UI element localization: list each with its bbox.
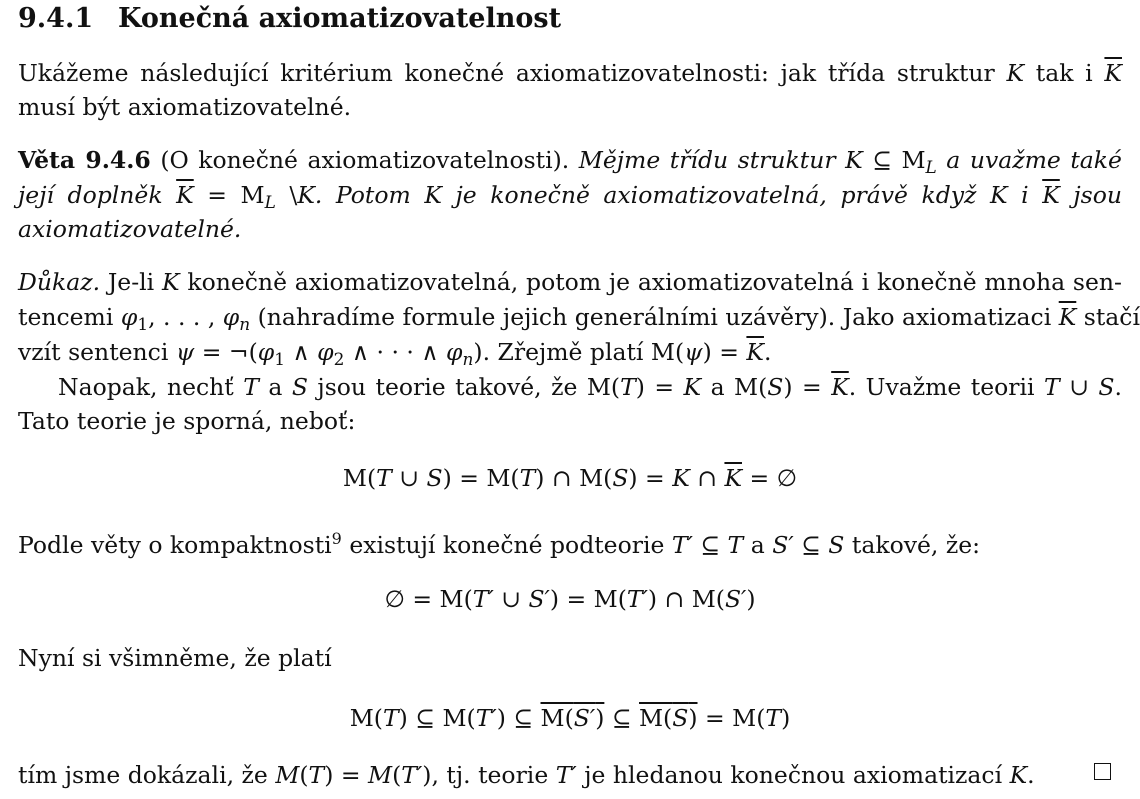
proof-line-3: vzít sentenci $\psi = \neg(\varphi_1$ ∧ $\varphi_2$ ∧ · · · ∧ $\varphi_n$). Zřejmě platí $M(\psi) = \overline{K}$. xyxy=(18,338,772,370)
proof-text-2b: (nahradíme formule jejich generálními uzávěry). Jako axiomatizaci xyxy=(257,303,1052,331)
proof-line-1: Důkaz. Je-li K konečně axiomatizovatelná, potom je axiomatizovatelná i konečně mnoha sen- xyxy=(18,268,1122,296)
proof-text-8b: , tj. teorie xyxy=(431,761,549,789)
proof-label: Důkaz. xyxy=(18,268,101,296)
proof-line-4: Naopak, nechť T a S jsou teorie takové, že M(T) = K a $M(S) = \overline{K}$. Uvažme teorii T ∪ S. xyxy=(58,373,1122,401)
proof-text-3a: vzít sentenci xyxy=(18,338,169,366)
theorem-text-8: axiomatizovatelné. xyxy=(18,215,242,243)
proof-text-4b: a xyxy=(268,373,283,401)
proof-text-2a: tencemi xyxy=(18,303,114,331)
proof-text-5: Tato teorie je sporná, neboť: xyxy=(18,407,356,435)
proof-text-4d: a xyxy=(710,373,725,401)
theorem-line-3 xyxy=(18,214,241,244)
proof-text-4c: jsou teorie takové, že xyxy=(317,373,578,401)
theorem-text-1: Mějme třídu struktur xyxy=(578,146,836,174)
theorem-text-4: . Potom xyxy=(314,181,411,209)
proof-text-2c: stačí xyxy=(1083,303,1140,331)
theorem-text-6: i xyxy=(1021,181,1029,209)
proof-text-6a: Podle věty o kompaktnosti xyxy=(18,530,332,559)
intro-text-1: Ukážeme následující kritérium konečné axiomatizovatelnosti: jak třída struktur xyxy=(18,59,995,87)
theorem-line-2: její doplněk $\overline{K} = M_L$ \K. Potom K je konečně axiomatizovatelná, právě když K i $\overline{K}$ jsou xyxy=(18,181,1122,213)
footnote-mark: 9 xyxy=(331,529,342,548)
equation-3: M(T) ⊆ M(T′) ⊆ M(S′) ⊆ M(S) = M(T) xyxy=(349,704,791,732)
intro-text-3: musí být axiomatizovatelné. xyxy=(18,93,352,121)
intro-text-2: tak i xyxy=(1035,59,1093,87)
theorem-label: Věta 9.4.6 xyxy=(18,146,151,174)
theorem-text-2: a uvažme také xyxy=(946,146,1122,174)
equation-1: M(T ∪ S) = M(T) ∩ M(S) = K ∩ $\overline{K}$ = ∅ xyxy=(342,464,798,492)
proof-line-6: Podle věty o kompaktnosti$^9$ existují konečné podteorie T′ ⊆ T a S′ ⊆ S takové, že: xyxy=(18,529,981,559)
theorem-name: (O konečné axiomatizovatelnosti). xyxy=(160,146,570,174)
proof-line-8: tím jsme dokázali, že M(T) = M(T′), tj. teorie T′ je hledanou konečnou axiomatizací K. xyxy=(18,761,1035,789)
proof-line-7 xyxy=(18,643,332,673)
section-title: Konečná axiomatizovatelnost xyxy=(118,3,562,34)
proof-line-2: tencemi $\varphi_1$, . . . , $\varphi_n$ (nahradíme formule jejich generálními uzávěry). Jako axiomatizaci $\overline{K}$ stačí xyxy=(18,303,1140,335)
proof-text-3b: . Zřejmě platí xyxy=(482,338,644,366)
proof-text-1a: Je-li xyxy=(107,268,155,296)
theorem-line-1: Věta 9.4.6 (O konečné axiomatizovatelnosti). Mějme třídu struktur K ⊆ $M_L$ a uvažme také xyxy=(18,146,1122,178)
proof-text-1b: konečně axiomatizovatelná, potom je axiomatizovatelná i konečně mnoha sen- xyxy=(187,268,1122,296)
intro-line-1: Ukážeme následující kritérium konečné axiomatizovatelnosti: jak třída struktur K tak i $\overline{K}$ xyxy=(18,59,1122,87)
proof-text-8c: je hledanou konečnou axiomatizací xyxy=(584,761,1003,789)
qed-box-icon xyxy=(1094,763,1111,780)
equation-2: ∅ = M(T′ ∪ S′) = M(T′) ∩ M(S′) xyxy=(384,585,756,613)
theorem-text-7: jsou xyxy=(1073,181,1122,209)
theorem-text-3: její doplněk xyxy=(18,181,163,209)
proof-line-5 xyxy=(18,406,355,436)
section-heading xyxy=(18,4,561,34)
proof-text-6b: existují konečné podteorie xyxy=(349,530,665,559)
section-number: 9.4.1 xyxy=(18,3,94,34)
proof-text-7: Nyní si všimněme, že platí xyxy=(18,644,332,672)
intro-line-2 xyxy=(18,92,351,122)
proof-text-4e: . Uvažme teorii xyxy=(848,373,1035,401)
proof-text-6d: takové, že: xyxy=(851,530,981,559)
proof-text-8a: tím jsme dokázali, že xyxy=(18,761,268,789)
proof-text-4a: Naopak, nechť xyxy=(58,373,234,401)
proof-text-6c: a xyxy=(750,530,765,559)
theorem-text-5: je konečně axiomatizovatelná, právě když xyxy=(455,181,977,209)
